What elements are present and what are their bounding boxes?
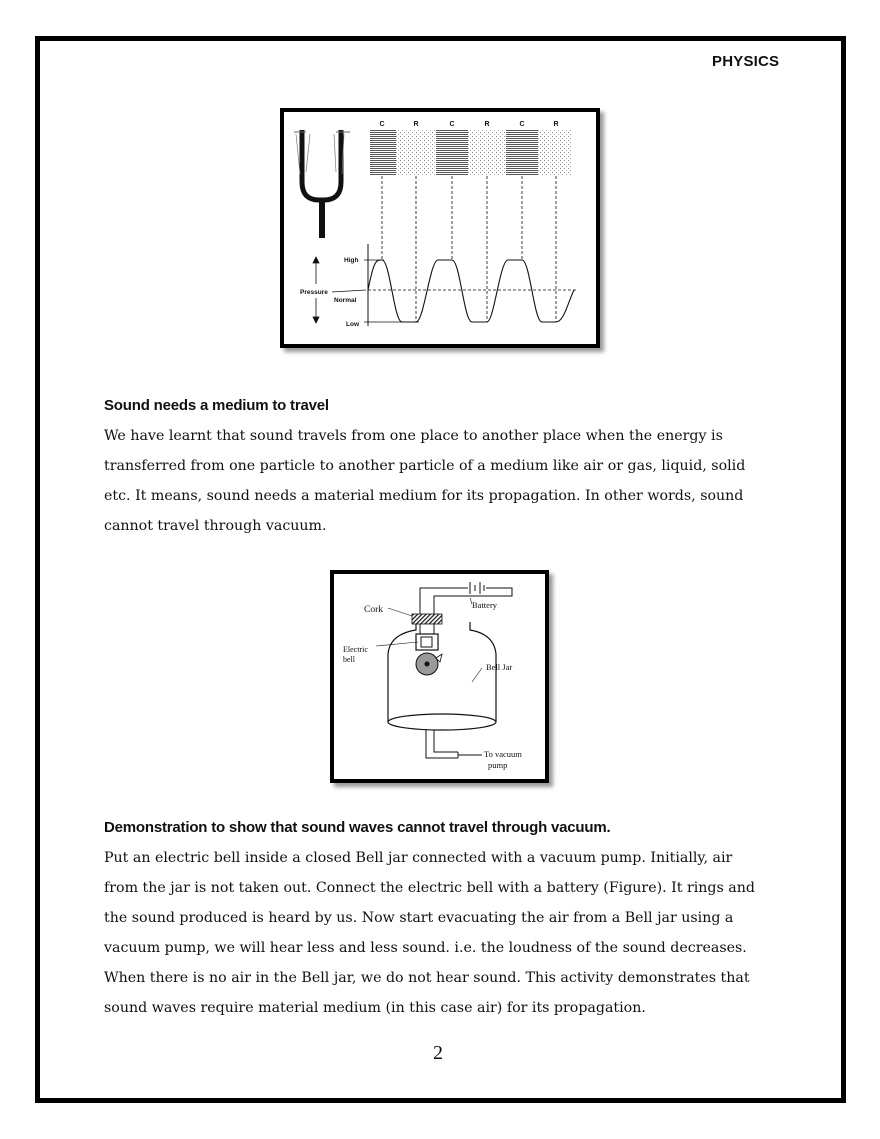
label-pump: pump [488,760,508,770]
paragraph-demonstration [104,843,764,1023]
paragraph-line: etc. It means, sound needs a material medium for its propagation. In other words, sound [104,488,744,504]
label-r2: R [484,121,490,128]
dashed-guides [368,176,576,322]
label-to-vacuum: To vacuum [484,749,522,759]
label-cork: Cork [364,605,383,615]
section-heading-medium: Sound needs a medium to travel [104,397,329,414]
vacuum-pipe [426,730,482,758]
label-bell: bell [343,655,355,664]
label-normal: Normal [334,297,357,304]
battery-circuit [420,582,512,614]
label-c1: C [379,121,385,128]
sound-wave-figure [280,108,600,348]
paragraph-line: Put an electric bell inside a closed Bell jar connected with a vacuum pump. Initially, air [104,850,733,866]
label-high: High [344,257,359,264]
tuning-fork-icon [294,130,350,238]
label-r1: R [413,121,419,128]
paragraph-line: cannot travel through vacuum. [104,518,327,534]
label-c3: C [519,121,525,128]
bell-jar-diagram [334,574,545,779]
label-pressure: Pressure [300,289,328,296]
pressure-wave [368,260,574,322]
compression-rarefaction-bands [370,130,572,176]
cork-icon [412,614,442,624]
paragraph-line: transferred from one particle to another particle of a medium like air or gas, liquid, solid [104,458,746,474]
label-low: Low [346,321,359,328]
bell-jar-figure [330,570,549,783]
label-r3: R [553,121,559,128]
label-electric: Electric [343,645,368,654]
paragraph-line: sound waves require material medium (in this case air) for its propagation. [104,1000,646,1016]
sound-wave-diagram [284,112,596,344]
label-bell-jar: Bell Jar [486,662,513,672]
paragraph-line: vacuum pump, we will hear less and less sound. i.e. the loudness of the sound decreases. [104,940,747,956]
paragraph-line: the sound produced is heard by us. Now start evacuating the air from a Bell jar using a [104,910,734,926]
paragraph-medium [104,421,764,541]
label-c2: C [449,121,455,128]
paragraph-line: We have learnt that sound travels from one place to another place when the energy is [104,428,723,444]
label-battery: Battery [472,600,498,610]
paragraph-line: from the jar is not taken out. Connect the electric bell with a battery (Figure). It rings and [104,880,755,896]
section-heading-demonstration: Demonstration to show that sound waves cannot travel through vacuum. [104,819,611,836]
subject-header: PHYSICS [712,53,780,70]
paragraph-line: When there is no air in the Bell jar, we do not hear sound. This activity demonstrates that [104,970,750,986]
electric-bell-icon [416,624,442,675]
page-number: 2 [433,1042,443,1064]
bell-jar-outline [388,622,496,722]
